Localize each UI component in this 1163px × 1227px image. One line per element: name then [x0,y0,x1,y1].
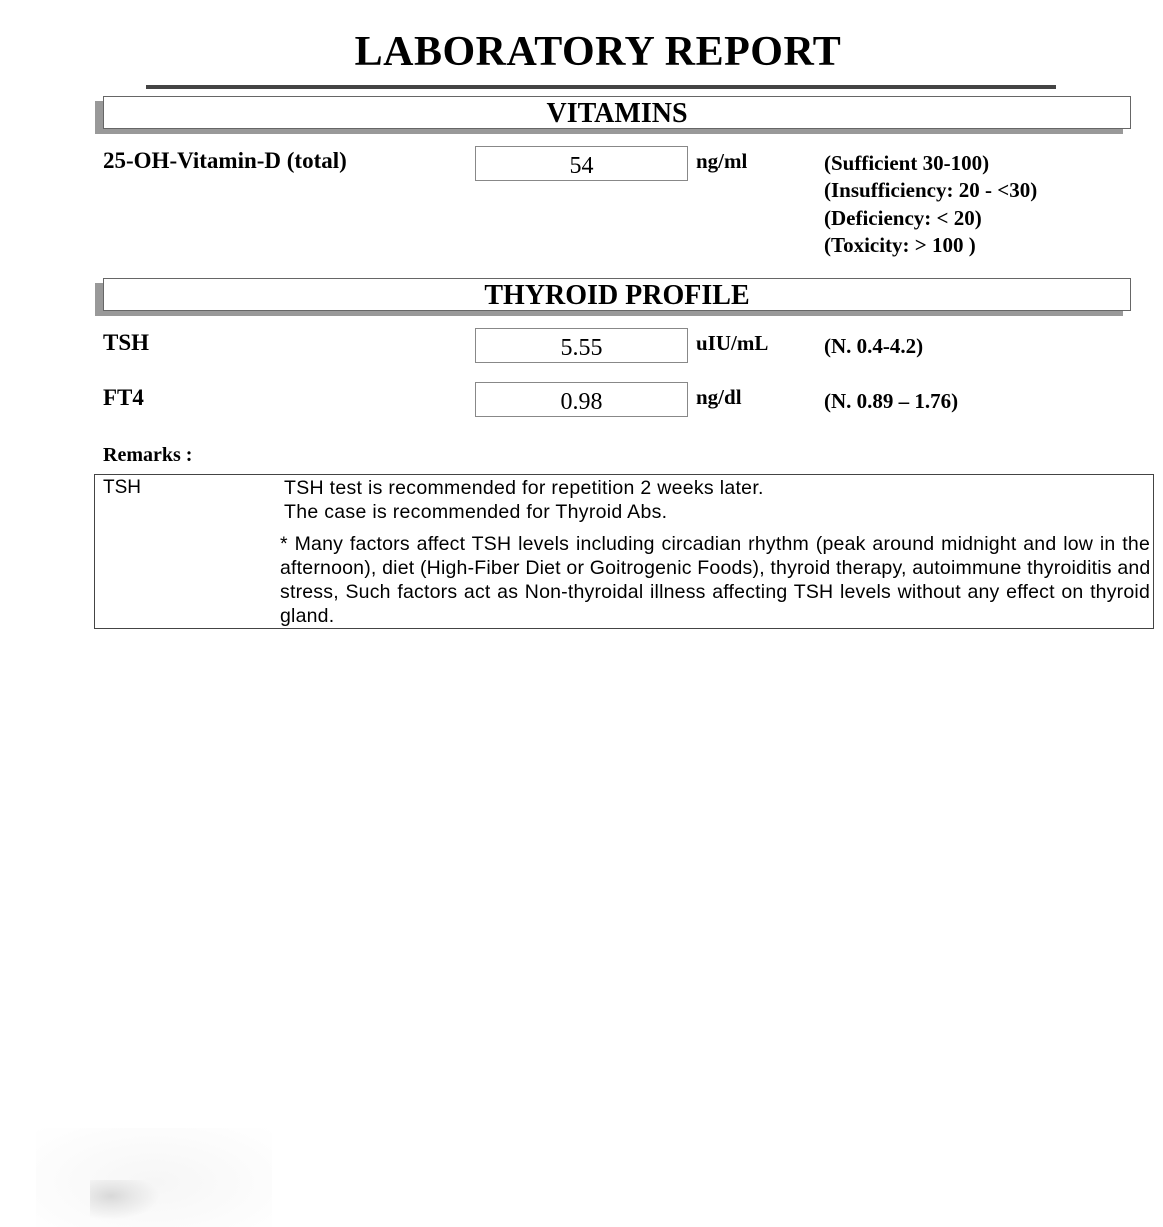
remarks-line: TSH test is recommended for repetition 2 weeks later. [284,477,764,499]
test-name-tsh: TSH [103,330,150,355]
remarks-note [280,532,1150,628]
test-value-tsh: 5.55 [475,328,688,363]
reference-line: (Deficiency: < 20) [824,205,982,230]
test-unit-tsh: uIU/mL [696,331,769,355]
remarks-note-line: gland. [280,605,335,627]
reference-line: (Sufficient 30-100) [824,151,990,175]
remarks-line: The case is recommended for Thyroid Abs. [284,501,668,523]
remarks-note-line: afternoon), diet (High-Fiber Diet or Goitrogenic Foods), thyroid therapy, autoimmune thyroiditis and [280,557,1151,579]
section-header-vitamins: VITAMINS [103,96,1131,129]
remarks-note-line: * Many factors affect TSH levels including circadian rhythm (peak around midnight and low in the [280,533,1150,555]
reference-range-tsh: (N. 0.4-4.2) [824,334,924,358]
reference-range-ft4: (N. 0.89 – 1.76) [824,389,959,413]
reference-range-vitamin-d [824,150,1037,259]
test-unit-ft4: ng/dl [696,385,742,409]
test-value-ft4: 0.98 [475,382,688,417]
test-value-vitamin-d: 54 [475,146,688,181]
reference-line: (Toxicity: > 100 ) [824,232,976,257]
scan-smudge-mark [90,1180,160,1220]
reference-line: (Insufficiency: 20 - <30) [824,178,1038,203]
remarks-note-line: stress, Such factors act as Non-thyroidal illness affecting TSH levels without any effect on thyroid [280,581,1150,603]
test-name-vitamin-d: 25-OH-Vitamin-D (total) [103,148,347,173]
test-name-ft4: FT4 [103,385,144,410]
test-unit-vitamin-d: ng/ml [696,149,748,173]
remarks-test-name: TSH [103,477,141,498]
title-divider [146,85,1056,89]
section-header-thyroid: THYROID PROFILE [103,278,1131,311]
remarks-label: Remarks : [103,444,193,466]
report-title: LABORATORY REPORT [354,29,842,75]
